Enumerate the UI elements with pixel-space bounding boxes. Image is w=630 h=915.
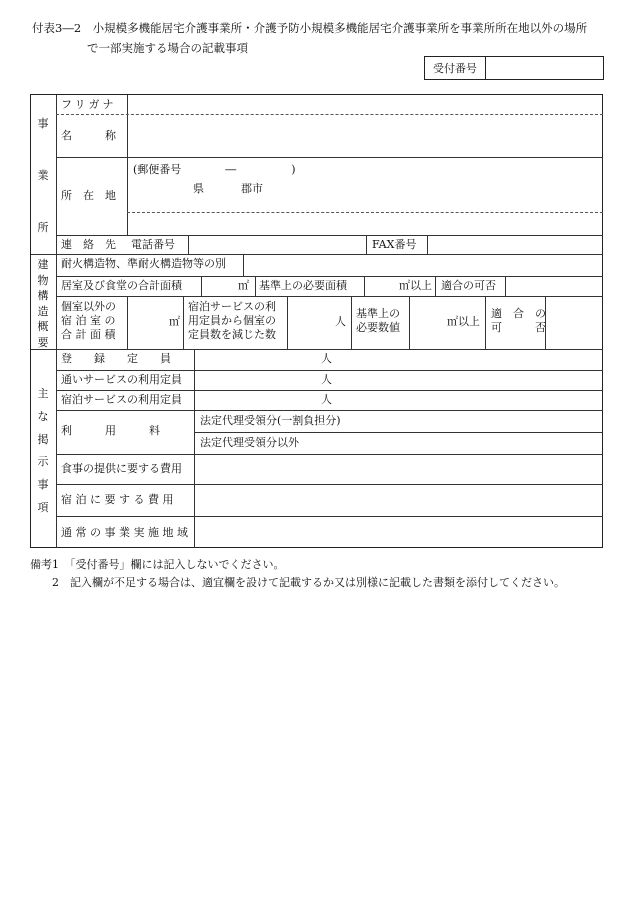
required-value-unit: ㎡以上 (447, 315, 480, 328)
day-capacity-label: 通いサービスの利用定員 (61, 373, 182, 386)
address-label: 所 在 地 (61, 189, 116, 202)
stay-capacity-2-label: 宿泊サービスの利用定員 (61, 393, 182, 406)
contact-label: 連 絡 先 (61, 238, 116, 251)
title-line-1: 付表3―2 小規模多機能居宅介護事業所・介護予防小規模多機能居宅介護事業所を事業所所在地以外の場所 (32, 21, 588, 35)
prefecture-label: 県 (193, 182, 204, 195)
day-capacity-unit: 人 (321, 373, 332, 386)
stay-cost-label: 宿 泊 に 要 す る 費 用 (61, 493, 174, 506)
stay-capacity-label: 宿泊サービスの利 用定員から個室の 定員数を減じた数 (188, 300, 276, 341)
living-area-unit: ㎡ (238, 279, 249, 292)
note-2: 2 記入欄が不足する場合は、適宜欄を設けて記載するか又は別様に記載した書類を添付してください。 (30, 576, 565, 589)
fees-label: 利 用 料 (61, 424, 160, 437)
meal-cost-label: 食事の提供に要する費用 (61, 462, 182, 475)
required-area-unit: ㎡以上 (399, 279, 432, 292)
fireproof-label: 耐火構造物、準耐火構造物等の別 (61, 257, 226, 270)
suitability-2-label: 適 合 の 可 否 (491, 307, 546, 334)
receipt-number-box (424, 56, 604, 80)
furigana-label: フリガナ (61, 98, 117, 111)
application-form-table (30, 94, 603, 548)
phone-label: 電話番号 (131, 238, 175, 251)
private-room-unit: ㎡ (169, 315, 180, 328)
office-section-label: 事 業 所 (37, 117, 49, 234)
stay-capacity-2-unit: 人 (321, 393, 332, 406)
required-area-label: 基準上の必要面積 (259, 279, 347, 292)
title-line-2: で一部実施する場合の記載事項 (87, 41, 248, 55)
note-1: 備考1 「受付番号」欄には記入しないでください。 (30, 558, 285, 571)
building-section-label: 建 物 構 造 概 要 (37, 258, 49, 349)
postal-code-label: (郵便番号 ― ) (133, 163, 296, 176)
living-area-label: 居室及び食堂の合計面積 (61, 279, 182, 292)
private-room-area-label: 個室以外の 宿 泊 室 の 合 計 面 積 (61, 300, 116, 341)
registered-capacity-unit: 人 (321, 352, 332, 365)
service-area-label: 通 常 の 事 業 実 施 地 域 (61, 526, 188, 539)
fax-label: FAX番号 (372, 238, 417, 251)
form-title (32, 18, 587, 58)
name-label: 名 称 (61, 129, 116, 142)
notes (30, 556, 565, 592)
required-value-label: 基準上の 必要数値 (356, 307, 400, 334)
legal-fee-1-label: 法定代理受領分(一割負担分) (200, 414, 341, 427)
receipt-number-field[interactable] (486, 57, 603, 79)
legal-fee-2-label: 法定代理受領分以外 (200, 436, 299, 449)
registered-capacity-label: 登 録 定 員 (61, 352, 171, 365)
stay-capacity-unit: 人 (335, 315, 346, 328)
suitability-label: 適合の可否 (441, 279, 496, 292)
notice-section-label: 主 な 掲 示 事 項 (37, 387, 49, 514)
city-label: 郡市 (241, 182, 263, 195)
receipt-number-label: 受付番号 (425, 57, 486, 79)
